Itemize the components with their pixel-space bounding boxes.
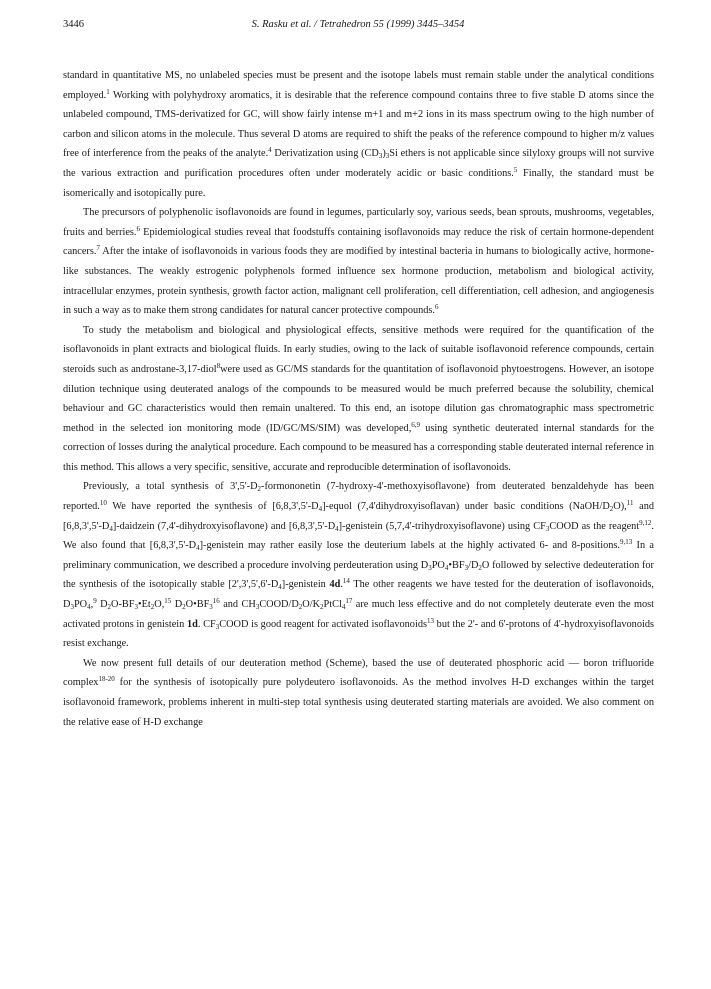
subscript-text: 3: [209, 603, 213, 612]
text-run: ]-genistein (5,7,4'-trihydroxyisoflavone) using CF: [338, 520, 546, 532]
text-run: D: [96, 599, 108, 611]
text-run: In a preliminary communication, we described a procedure involving perdeuteration using D: [63, 540, 654, 571]
subscript-text: 2: [320, 603, 324, 612]
text-run: We now present full details of our deuteration method (Scheme), based the use of deuterated phosphoric acid — boron trifluoride complex: [63, 657, 654, 689]
subscript-text: 3: [134, 603, 139, 612]
subscript-text: 3: [428, 563, 432, 572]
text-run: To study the metabolism and biological and physiological effects, sensitive methods were required for the quantification of the isoflavonoids in plant extracts and biological fluids. In early studies, owing to the lack of suitable isoflavonoid reference compounds, certain steroids such as androstane-3,17-diol: [63, 324, 654, 375]
subscript-text: 3: [255, 603, 260, 612]
subscript-text: 3: [545, 524, 550, 533]
text-run: . CF: [197, 618, 216, 630]
reference-superscript: 4: [268, 146, 272, 155]
paragraph-4: [63, 477, 654, 653]
subscript-text: 4: [341, 603, 346, 612]
subscript-text: 4: [87, 603, 91, 612]
reference-superscript: 9,12: [639, 518, 652, 527]
reference-superscript: 15: [164, 597, 172, 606]
text-run: for the synthesis of isotopically pure polydeutero isoflavonoids. As the method involves H-D exchanges within the target isoflavonoid framework, problems inherent in multi-step total synthesis using deuterated starting materials are avoided. We also comment on the relative ease of H-D exchange: [63, 677, 654, 728]
text-run: PO: [431, 559, 445, 571]
subscript-text: 4: [318, 505, 323, 514]
text-run: ]-genistein may rather easily lose the deuterium labels at the highly activated 6- and 8-positions.: [199, 540, 620, 552]
subscript-text: 3: [215, 622, 220, 631]
text-run: COOD is good reagent for activated isoflavonoids: [219, 618, 427, 630]
text-run: We have reported the synthesis of [6,8,3',5'-D: [106, 501, 319, 513]
reference-superscript: 1: [106, 87, 110, 96]
subscript-text: 3: [464, 563, 469, 572]
subscript-text: 2: [150, 603, 155, 612]
subscript-text: 2: [107, 603, 112, 612]
subscript-text: 4: [335, 524, 339, 533]
reference-superscript: 6: [435, 303, 439, 312]
text-run: Previously, a total synthesis of 3',5'-D: [83, 481, 258, 493]
subscript-text: 4: [444, 563, 449, 572]
text-run: The other reagents we have tested for the deuteration of isoflavonoids, D: [63, 579, 654, 611]
paragraph-2: [63, 203, 654, 321]
text-run: Working with polyhydroxy aromatics, it is desirable that the reference compound contains three to five stable D atoms since the unlabeled compound, TMS-derivatized for GC, will show fairly intense m+1 and m+2 ions in its mass spectrum owing to the high number of carbon and silicon atoms in the molecule. Thus several D atoms are required to shift the peaks of the reference compound to higher m/z values free of interference from the peaks of the analyte.: [63, 89, 654, 160]
reference-superscript: 7: [96, 244, 100, 253]
reference-superscript: 13: [426, 616, 434, 625]
text-run: COOD as the reagent: [549, 520, 640, 532]
text-run: •BF: [448, 559, 465, 571]
text-run: Si ethers is not applicable since silyloxy groups will not survive the various extraction and purification procedures often under moderately acidic or basic conditions.: [63, 148, 655, 179]
subscript-text: 4: [278, 583, 282, 592]
text-run: O,: [154, 599, 165, 611]
text-run: •Et: [138, 599, 151, 611]
compound-number: 4d: [329, 579, 341, 591]
text-run: O),: [613, 501, 627, 513]
reference-superscript: 6,9: [411, 420, 421, 429]
compound-number: 1d: [187, 618, 198, 630]
text-run: using synthetic deuterated internal standards for the correction of losses during the analytical procedure. Each compound to be measured has a corresponding stable deuterated internal reference in this method. This allows a very specific, sensitive, accurate and reproducible determination of isoflavonoids.: [63, 422, 654, 473]
reference-superscript: 14: [342, 577, 350, 586]
text-run: ,: [90, 599, 94, 611]
text-run: but the 2'- and 6'-protons of 4'-hydroxyisoflavonoids resist exchange.: [63, 618, 654, 650]
text-run: and [6,8,3',5'-D: [63, 501, 655, 532]
text-run: O/K: [302, 599, 321, 611]
subscript-text: 4: [109, 524, 113, 533]
text-run: ]-genistein: [281, 579, 330, 591]
text-run: Epidemiological studies reveal that foodstuffs containing isoflavonoids may reduce the risk of certain hormone-dependent cancers.: [63, 226, 654, 258]
text-run: Finally, the standard must be isomerically and isotopically pure.: [63, 167, 654, 199]
text-run: standard in quantitative MS, no unlabeled species must be present and the isotope labels must remain stable under the analytical conditions employed.: [63, 70, 654, 101]
text-run: PO: [73, 599, 88, 611]
text-run: Derivatization using (CD: [271, 148, 379, 160]
text-run: are much less effective and do not completely deuterate even the most activated protons in genistein: [63, 599, 654, 630]
subscript-text: 2: [609, 505, 614, 514]
subscript-text: 4: [196, 544, 200, 553]
text-run: ): [382, 148, 386, 160]
text-run: O•BF: [185, 599, 210, 611]
subscript-text: 2: [298, 603, 303, 612]
text-run: The precursors of polyphenolic isoflavonoids are found in legumes, particularly soy, various seeds, bean sprouts, mushrooms, vegetables, fruits and berries.: [63, 207, 654, 238]
reference-superscript: 11: [626, 499, 634, 508]
text-run: were used as GC/MS standards for the quantitation of isoflavonoid phytoestrogens. However, an isotope dilution technique using deuterated analogs of the compounds to be measured would be much preferred because the solubility, chemical behaviour and GC characteristics would then remain unaltered. To this end, an isotope dilution gas chromatographic mass spectrometric method in the selected ion monitoring mode (ID/GC/MS/SIM) was developed,: [63, 363, 654, 434]
text-run: O-BF: [111, 599, 135, 611]
reference-superscript: 9,13: [619, 538, 633, 547]
text-run: O followed by selective dedeuteration for the synthesis of the isotopically stable [2',3',5',6'-D: [63, 559, 654, 591]
text-run: . We also found that [6,8,3',5'-D: [63, 520, 654, 552]
page-header: [63, 18, 653, 32]
subscript-text: 2: [257, 485, 262, 494]
paragraph-5: [63, 654, 654, 732]
reference-superscript: 18-20: [98, 675, 115, 684]
page-number: 3446: [63, 19, 84, 30]
text-run: -formononetin (7-hydroxy-4'-methoxyisoflavone) from deuterated benzaldehyde has been reported.: [63, 481, 655, 513]
text-run: .: [340, 579, 343, 591]
text-run: COOD/D: [259, 599, 299, 611]
body-text: [63, 66, 654, 732]
subscript-text: 3: [70, 603, 74, 612]
text-run: After the intake of isoflavonoids in various foods they are modified by intestinal bacteria in humans to biologically active, hormone-like substances. The weakly estrogenic polyphenols formed influence sex hormone production, metabolism and biological activity, intracellular enzymes, protein synthesis, growth factor action, malignant cell proliferation, cell differentiation, cell adhesion, and angiogenesis in such a way as to make them strong candidates for natural cancer protective compounds.: [63, 246, 654, 317]
text-run: and CH: [219, 599, 256, 611]
text-run: PtCl: [323, 599, 342, 611]
reference-superscript: 16: [212, 597, 220, 606]
reference-superscript: 10: [99, 499, 107, 508]
reference-superscript: 8: [216, 361, 221, 370]
reference-superscript: 9: [93, 597, 97, 606]
text-run: ]-equol (7,4'dihydroxyisoflavan) under basic conditions (NaOH/D: [322, 501, 610, 513]
subscript-text: 2: [182, 603, 186, 612]
paragraph-3: [63, 321, 654, 478]
text-run: /D: [468, 559, 479, 571]
subscript-text: 3: [385, 152, 390, 161]
running-head: S. Rasku et al. / Tetrahedron 55 (1999) 3445–3454: [251, 19, 465, 30]
reference-superscript: 6: [136, 224, 140, 233]
text-run: ]-daidzein (7,4'-dihydroxyisoflavone) and [6,8,3',5'-D: [112, 520, 336, 532]
text-run: D: [171, 599, 183, 611]
subscript-text: 2: [478, 563, 482, 572]
reference-superscript: 17: [345, 597, 353, 606]
reference-superscript: 5: [513, 165, 518, 174]
paragraph-1: [63, 66, 654, 203]
subscript-text: 3: [378, 152, 383, 161]
